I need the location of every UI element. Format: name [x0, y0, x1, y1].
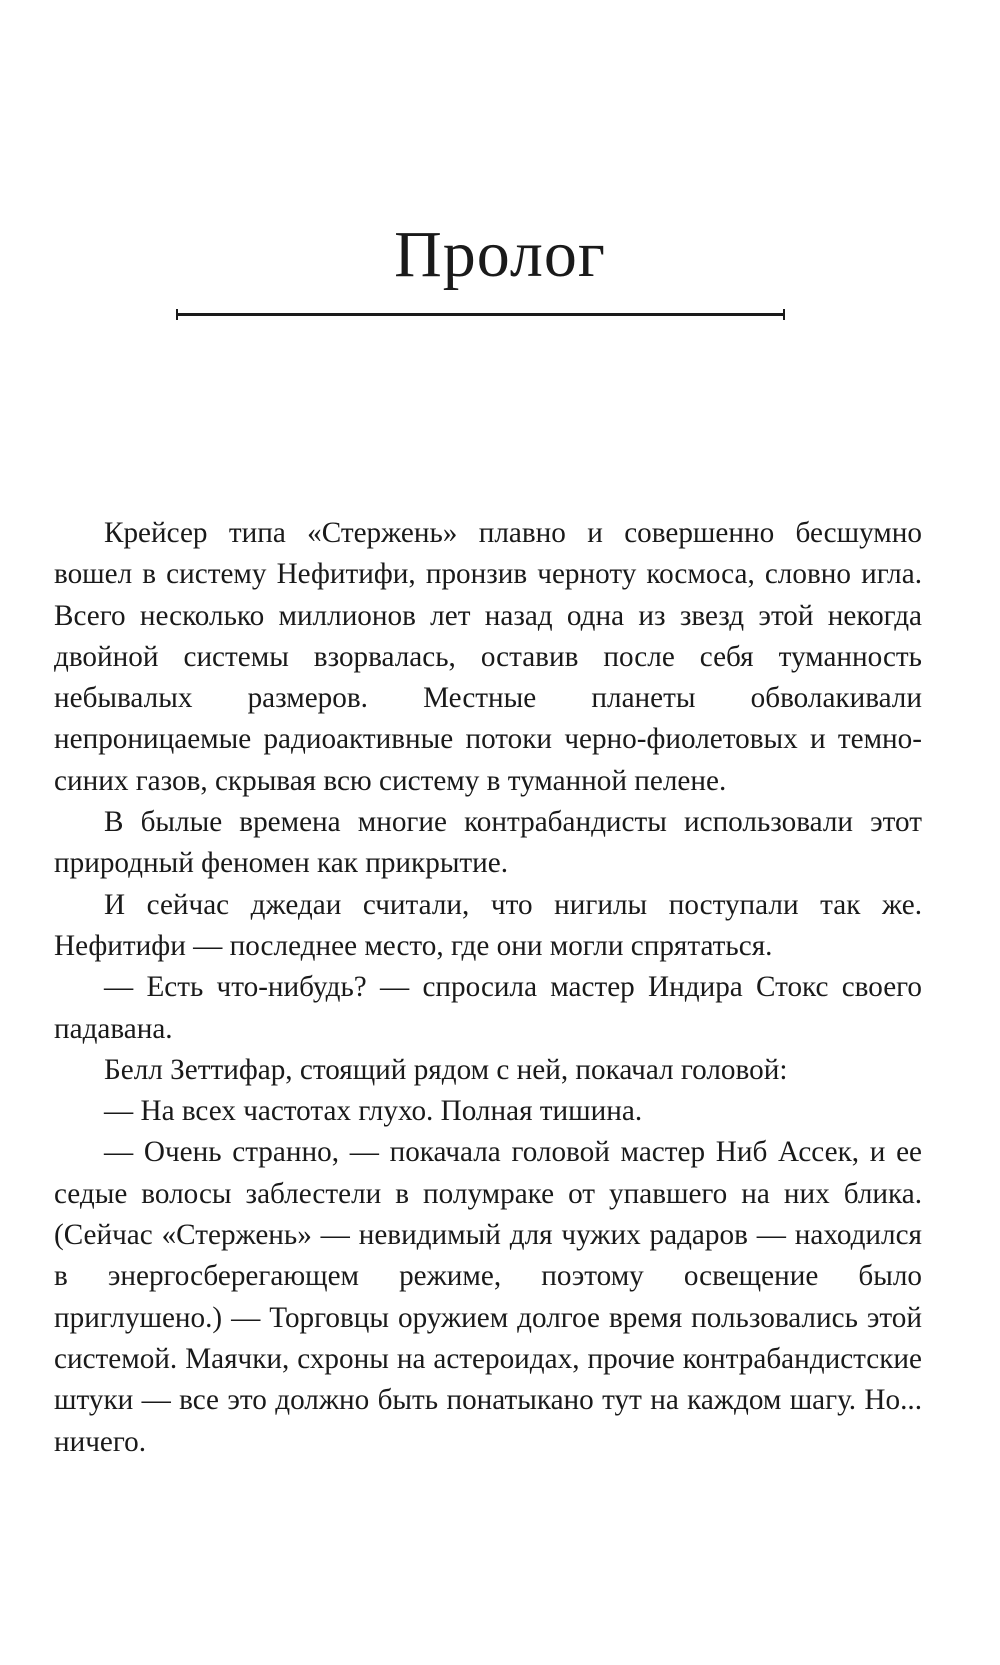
chapter-body	[54, 513, 922, 1463]
paragraph: Крейсер типа «Стержень» плавно и совершенно бесшумно вошел в систему Нефитифи, пронзив черноту космоса, словно игла. Всего несколько миллионов лет назад одна из звезд этой некогда двойной системы взорвалась, оставив после себя туманность небывалых размеров. Местные планеты обволакивали непроницаемые радиоактивные потоки черно-фиолетовых и темно-синих газов, скрывая всю систему в туманной пелене.	[54, 517, 922, 797]
paragraph: — Есть что-нибудь? — спросила мастер Индира Стокс своего падавана.	[54, 971, 922, 1045]
chapter-title: Пролог	[394, 218, 606, 291]
title-underline-rule	[178, 313, 783, 316]
paragraph: В былые времена многие контрабандисты использовали этот природный феномен как прикрытие.	[54, 806, 922, 880]
paragraph: — На всех частотах глухо. Полная тишина.	[104, 1095, 643, 1128]
paragraph: И сейчас джедаи считали, что нигилы поступали так же. Нефитифи — последнее место, где они могли спрятаться.	[54, 888, 922, 962]
paragraph: Белл Зеттифар, стоящий рядом с ней, покачал головой:	[104, 1053, 788, 1086]
paragraph: — Очень странно, — покачала головой мастер Ниб Ассек, и ее седые волосы заблестели в полумраке от упавшего на них блика. (Сейчас «Стержень» — невидимый для чужих радаров — находился в энергосберегающем режиме, поэтому освещение было приглушено.) — Торговцы оружием долгое время пользовались этой системой. Маячки, схроны на астероидах, прочие контрабандистские штуки — все это должно быть понатыкано тут на каждом шагу. Но... ничего.	[54, 1136, 922, 1458]
